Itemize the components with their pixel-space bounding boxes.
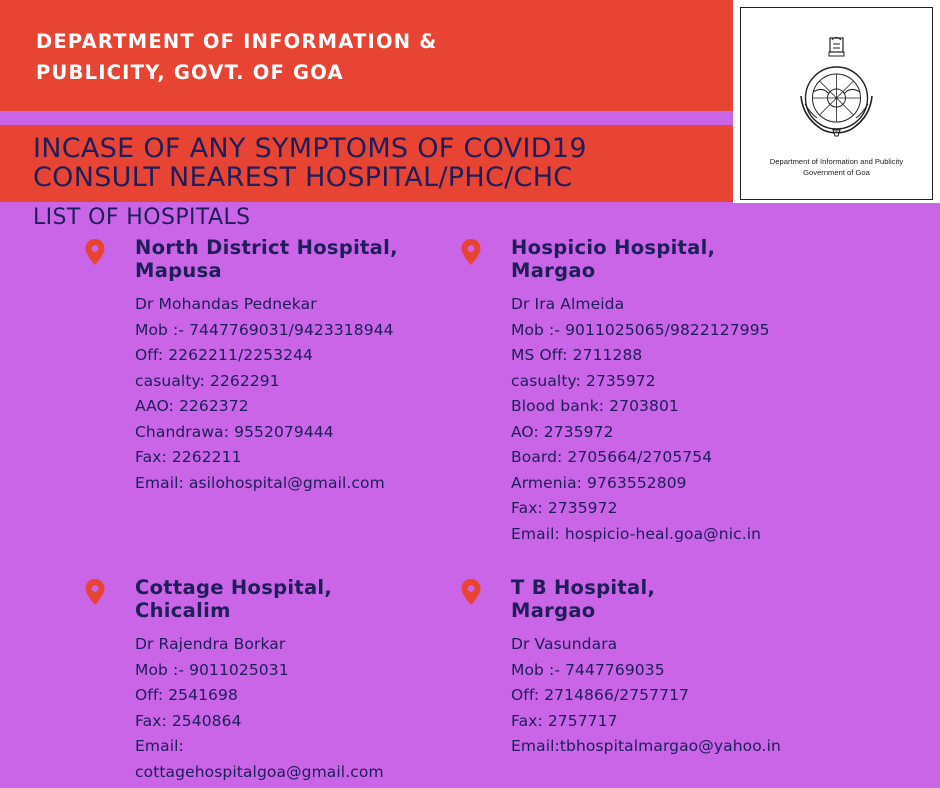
hospital-name-line2: Chicalim bbox=[135, 599, 231, 622]
headline bbox=[33, 134, 587, 192]
board-number: Board: 2705664/2705754 bbox=[511, 448, 713, 466]
casualty-number: casualty: 2735972 bbox=[511, 371, 656, 390]
hospital-name-line2: Margao bbox=[511, 259, 596, 282]
department-title-line2: PUBLICITY, GOVT. OF GOA bbox=[36, 61, 344, 84]
mobile-number: Mob :- 7447769035 bbox=[511, 660, 665, 679]
logo-caption bbox=[741, 156, 932, 178]
headline-line1: INCASE OF ANY SYMPTOMS OF COVID19 bbox=[33, 133, 587, 164]
ao-number: AO: 2735972 bbox=[511, 422, 614, 441]
logo-box bbox=[733, 0, 940, 203]
email-address: Email: hospicio-heal.goa@nic.in bbox=[511, 524, 762, 543]
hospital-name-line1: Hospicio Hospital, bbox=[511, 236, 716, 259]
ms-office-number: MS Off: 2711288 bbox=[511, 346, 643, 364]
aao-number: AAO: 2262372 bbox=[135, 397, 249, 415]
logo-frame bbox=[740, 7, 933, 200]
email-label: Email: bbox=[135, 737, 184, 755]
hospital-name-line2: Mapusa bbox=[135, 259, 222, 282]
email-address: Email:tbhospitalmargao@yahoo.in bbox=[511, 737, 781, 755]
department-title-line1: DEPARTMENT OF INFORMATION & bbox=[36, 30, 438, 53]
chandrawa-number: Chandrawa: 9552079444 bbox=[135, 422, 334, 441]
doctor-name: Dr Vasundara bbox=[511, 635, 618, 653]
hospital-name bbox=[85, 576, 384, 622]
doctor-name: Dr Mohandas Pednekar bbox=[135, 295, 317, 313]
office-number: Off: 2714866/2757717 bbox=[511, 686, 689, 704]
hospital-details bbox=[461, 632, 781, 760]
hospital-details bbox=[461, 292, 770, 547]
logo-caption-line2: Government of Goa bbox=[803, 168, 870, 177]
location-pin-icon bbox=[85, 579, 105, 605]
fax-number: Fax: 2757717 bbox=[511, 711, 618, 730]
fax-number: Fax: 2262211 bbox=[135, 448, 242, 466]
hospital-card-tb bbox=[461, 576, 781, 760]
mobile-number: Mob :- 9011025031 bbox=[135, 660, 289, 679]
hospital-name bbox=[85, 236, 398, 282]
mobile-number: Mob :- 9011025065/9822127995 bbox=[511, 320, 770, 339]
office-number: Off: 2541698 bbox=[135, 686, 238, 704]
email-address: cottagehospitalgoa@gmail.com bbox=[135, 762, 384, 781]
location-pin-icon bbox=[461, 579, 481, 605]
doctor-name: Dr Ira Almeida bbox=[511, 295, 625, 313]
hospital-name-line2: Margao bbox=[511, 599, 596, 622]
list-heading: LIST OF HOSPITALS bbox=[33, 205, 251, 230]
hospital-name-line1: North District Hospital, bbox=[135, 236, 398, 259]
location-pin-icon bbox=[461, 239, 481, 265]
location-pin-icon bbox=[85, 239, 105, 265]
fax-number: Fax: 2735972 bbox=[511, 499, 618, 517]
email-address: Email: asilohospital@gmail.com bbox=[135, 473, 385, 492]
logo-caption-line1: Department of Information and Publicity bbox=[769, 157, 904, 166]
goa-emblem-icon bbox=[799, 34, 874, 154]
hospital-name-line1: Cottage Hospital, bbox=[135, 576, 333, 599]
mobile-number: Mob :- 7447769031/9423318944 bbox=[135, 320, 394, 339]
blood-bank-number: Blood bank: 2703801 bbox=[511, 397, 679, 415]
casualty-number: casualty: 2262291 bbox=[135, 371, 280, 390]
doctor-name: Dr Rajendra Borkar bbox=[135, 635, 286, 653]
hospital-card-cottage bbox=[85, 576, 384, 785]
headline-line2: CONSULT NEAREST HOSPITAL/PHC/CHC bbox=[33, 162, 573, 193]
armenia-number: Armenia: 9763552809 bbox=[511, 473, 687, 492]
hospital-card-hospicio bbox=[461, 236, 770, 547]
hospital-name bbox=[461, 236, 770, 282]
hospital-name bbox=[461, 576, 781, 622]
department-title bbox=[36, 26, 556, 88]
hospital-details bbox=[85, 632, 384, 785]
hospital-name-line1: T B Hospital, bbox=[511, 576, 656, 599]
fax-number: Fax: 2540864 bbox=[135, 711, 242, 730]
hospital-details bbox=[85, 292, 398, 496]
office-number: Off: 2262211/2253244 bbox=[135, 346, 313, 364]
hospital-card-north-district bbox=[85, 236, 398, 496]
